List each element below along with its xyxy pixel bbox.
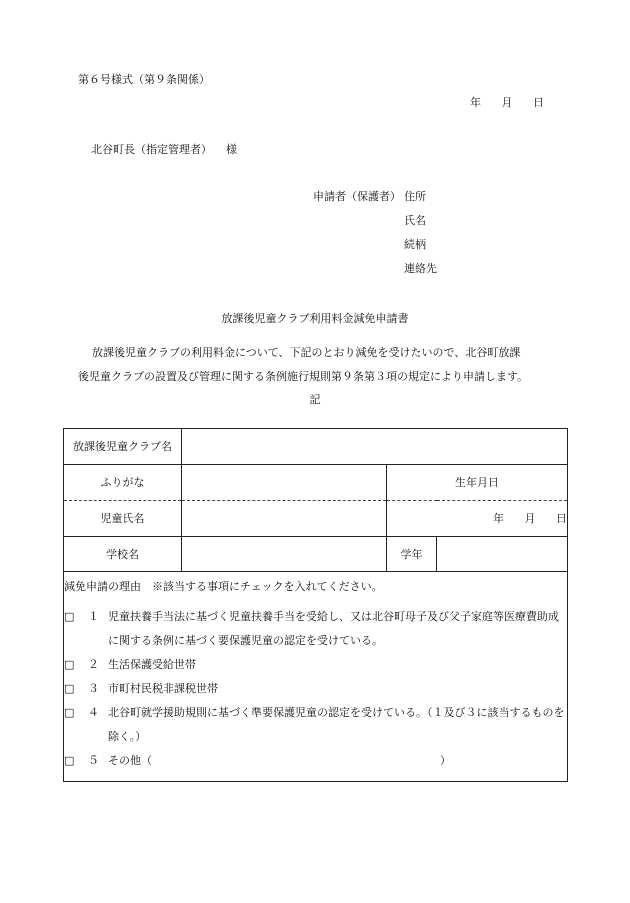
form-number: 第６号様式（第９条関係）: [78, 73, 210, 86]
checkbox-4[interactable]: □: [64, 705, 75, 719]
child-name-field[interactable]: [182, 501, 387, 537]
applicant-fields: [404, 191, 437, 287]
applicant-address-label: 住所: [404, 190, 426, 203]
reason-text-2: 生活保護受給世帯: [108, 657, 196, 671]
reason-item-5: [64, 749, 567, 773]
club-name-field[interactable]: [182, 429, 568, 465]
reason-number-1: １: [88, 609, 99, 623]
birthdate-label: 生年月日: [387, 465, 568, 501]
school-label: 学校名: [64, 537, 182, 572]
reason-text-1: 児童扶養手当法に基づく児童扶養手当を受給し、又は北谷町母子及び父子家庭等医療費助成に関する条例に基づく要保護児童の認定を受けている。: [108, 609, 559, 647]
birthdate-field[interactable]: 年 月 日: [387, 501, 568, 537]
applicant-relation-label: 続柄: [404, 238, 426, 251]
body-line-2: 後児童クラブの設置及び管理に関する条例施行規則第９条第３項の規定により申請します。: [78, 370, 529, 383]
applicant-contact-label: 連絡先: [404, 262, 437, 275]
reason-text-4: 北谷町就学援助規則に基づく準要保護児童の認定を受けている。（１及び３に該当するものを除く。）: [108, 705, 565, 743]
checkbox-1[interactable]: □: [64, 609, 75, 623]
reason-number-3: ３: [88, 681, 99, 695]
applicant-label: 申請者（保護者）: [313, 190, 401, 203]
furigana-field[interactable]: [182, 465, 387, 501]
checkbox-2[interactable]: □: [64, 657, 75, 671]
reason-number-5: ５: [88, 753, 99, 767]
addressee-name: 北谷町長（指定管理者）: [91, 143, 212, 156]
ki-heading: 記: [309, 393, 321, 406]
honorific: 様: [226, 143, 237, 156]
checkbox-3[interactable]: □: [64, 681, 75, 695]
reasons-heading: 減免申請の理由 ※該当する事項にチェックを入れてください。: [64, 579, 383, 593]
body-text: [78, 347, 528, 395]
reason-text-3: 市町村民税非課税世帯: [108, 681, 218, 695]
child-name-label: 児童氏名: [64, 501, 182, 537]
reason-item-4: [64, 701, 567, 749]
addressee: [91, 144, 237, 155]
school-field[interactable]: [182, 537, 387, 572]
reason-item-1: [64, 605, 567, 653]
date-line: 年 月 日: [470, 96, 544, 109]
club-name-label: 放課後児童クラブ名: [64, 429, 182, 465]
reason-item-3: [64, 677, 567, 701]
body-line-1: 放課後児童クラブの利用料金について、下記のとおり減免を受けたいので、北谷町放課: [92, 346, 521, 359]
reason-text-5: その他（: [108, 753, 152, 767]
applicant-name-label: 氏名: [404, 214, 426, 227]
reason-5-close-paren: ）: [440, 753, 451, 767]
grade-field[interactable]: [437, 537, 568, 572]
grade-label: 学年: [387, 537, 437, 572]
checkbox-5[interactable]: □: [64, 753, 75, 767]
reason-number-2: ２: [88, 657, 99, 671]
furigana-label: ふりがな: [64, 465, 182, 501]
document-title: 放課後児童クラブ利用料金減免申請書: [221, 312, 409, 325]
reason-number-4: ４: [88, 705, 99, 719]
reason-item-2: [64, 653, 567, 677]
reasons-section: [64, 572, 568, 782]
application-form-table: [63, 428, 568, 782]
